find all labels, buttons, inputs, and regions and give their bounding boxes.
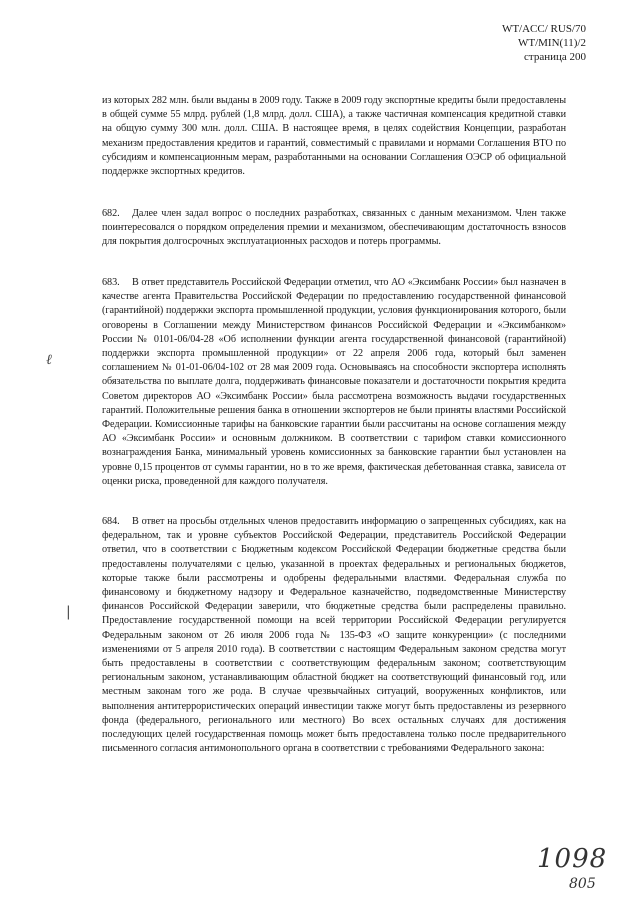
document-header — [502, 22, 586, 64]
paragraph-text: Далее член задал вопрос о последних разработках, связанных с данным механизмом. Член также поинтересовался о порядком определения премии и механизмом, обеспечивающим достаточность взносов для покрытия долгосрочных эксплуатационных расходов и потерь программы. — [102, 208, 566, 248]
paragraph-text: В ответ представитель Российской Федерации отметил, что АО «Эксимбанк России» был назначен в качестве агента Правительства Российской Федерации по предоставлению государственной финансовой (гарантийной) поддержки экспорта промышленной продукции, условия функционирования которого, были оговорены в Соглашении между Министерством финансов Российской Федерации и «Эксимбанком» России № 0101-06/04-28 «Об исполнении функции агента государственной финансовой (гарантийной) поддержки экспорта промышленной продукции» от 22 апреля 2006 года, который был заменен соглашением № 01-01-06/04-102 от 28 мая 2009 года. Основываясь на способности экспортера исполнять обязательства по выплате долга, поддерживать финансовые показатели и достаточности покрытия кредита Советом директоров АО «Эксимбанк России» была рассмотрена возможность выдачи государственных гарантий. Положительные решения банка в отношении экспортеров не были приняты властями Российской Федерации. Комиссионные тарифы на банковские гарантии были рассчитаны на основе соглашения между АО «Эксимбанк России» и основным должником. В соответствии с тарифом ставки комиссионного вознаграждения Банка, минимальный уровень комиссионных за банковские гарантии был установлен на уровне 0,15 процентов от суммы гарантии, но в то же время, фактическая дебетованная ставка, зависела от оценки риска, проведенной для каждого получателя. — [102, 277, 566, 487]
document-code-secondary: WT/MIN(11)/2 — [517, 37, 586, 49]
page-number: страница 200 — [524, 51, 586, 63]
document-code: WT/ACC/ RUS/70 — [501, 23, 586, 35]
paragraph-number: 682. — [102, 208, 120, 219]
paragraph-683 — [102, 276, 566, 489]
paragraph-682 — [102, 207, 566, 250]
paragraph-text: В ответ на просьбы отдельных членов предоставить информацию о запрещенных субсидиях, как на федеральном, так и уровне субъектов Российской Федерации, представитель Российской Федерации ответил, что в соответствии с Бюджетным кодексом Российской Федерации бюджетные средства были предоставлены получателями с целью, указанной в проектах федеральных и региональных бюджетов, которые также были рассмотрены и одобрены федеральными властями. Федеральная служба по финансовому и бюджетному надзору и Федеральное казначейство, подведомственные Министерству финансов Российской Федерации заверили, что бюджетные средства были распределены правильно. Предоставление государственной помощи на всей территории Российской Федерации регулируется Федеральным законом от 26 июля 2006 года № 135-ФЗ «О защите конкуренции» (с последними изменениями от 5 апреля 2010 года). В соответствии с настоящим Федеральным законом средства могут быть предоставлены в соответствии с соответствующим федеральным законом; соответствующим региональным законом, устанавливающим областной бюджет на соответствующий финансовый год, или местным законам того же рода. В случае чрезвычайных ситуаций, вооруженных конфликтов, или выполнения антитеррористических операций инвестиции также могут быть предоставлены из резервного фонда (федерального, регионального или местного) Во всех остальных случаях для достижения последующих целей государственная помощь может быть предоставлена только после предварительного письменного согласия антимонопольного органа в соответствии с требованиями Федерального закона: — [102, 516, 566, 755]
paragraph-number: 684. — [102, 516, 120, 527]
handwritten-page-number-secondary: 805 — [569, 876, 596, 892]
margin-pen-mark: ℓ — [46, 352, 52, 368]
paragraph-684 — [102, 515, 566, 756]
paragraph-continuation — [102, 94, 566, 179]
margin-pen-mark: | — [66, 604, 71, 620]
paragraph-text: из которых 282 млн. были выданы в 2009 году. Также в 2009 году экспортные кредиты были предоставлены в общей сумме 55 млрд. рублей (1,8 млрд. долл. США), а также частичная компенсация кредитной ставки на общую сумму 300 млн. долл. США. В настоящее время, в целях содействия Концепции, разработан механизм предоставления кредитов и гарантий, совместимый с правилами и нормами Соглашения ВТО по субсидиям и компенсационным мерам, разработанными на основании Соглашения ОЭСР об официальной поддержке экспортных кредитов. — [102, 95, 566, 178]
paragraph-number: 683. — [102, 277, 120, 288]
handwritten-page-number: 1098 — [537, 844, 608, 874]
